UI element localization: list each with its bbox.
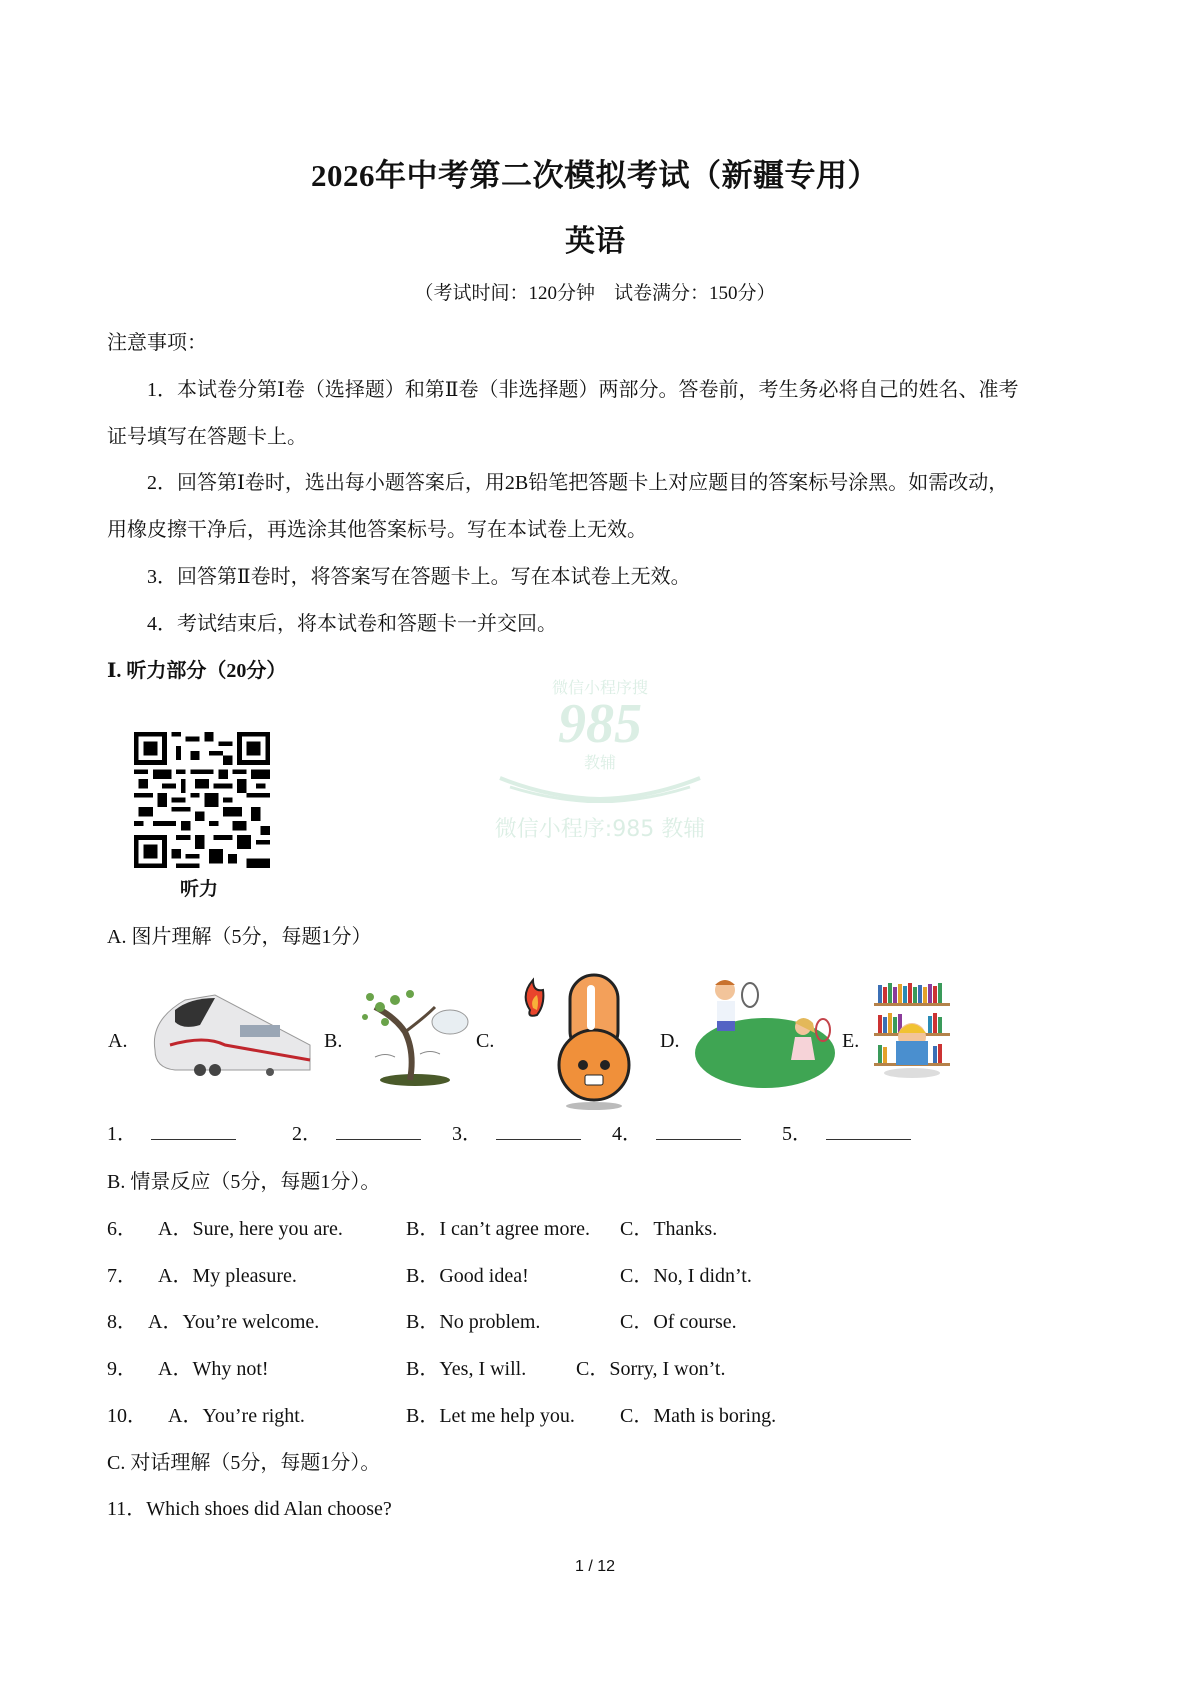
windy-tree-icon (355, 982, 475, 1087)
page-title: 2026年中考第二次模拟考试（新疆专用） (311, 158, 879, 193)
answer-blank-1[interactable] (107, 1117, 236, 1146)
notice-item-3: 3．回答第Ⅱ卷时，将答案写在答题卡上。写在本试卷上无效。 (147, 566, 691, 588)
blank-number: 2． (292, 1123, 322, 1145)
question-number: 7． (107, 1265, 137, 1287)
question-number: 10． (107, 1405, 147, 1427)
option-c[interactable]: C．Sorry, I won’t. (576, 1358, 726, 1380)
blank-line[interactable] (656, 1121, 741, 1140)
train-icon (145, 990, 315, 1080)
notice-item-2: 2．回答第Ⅰ卷时，选出每小题答案后，用2B铅笔把答题卡上对应题目的答案标号涂黑。如需改动， (147, 472, 1009, 494)
notice-item-4: 4．考试结束后，将本试卷和答题卡一并交回。 (147, 613, 557, 635)
part-a-heading: A. 图片理解（5分，每题1分） (107, 926, 372, 948)
notice-item-2-cont: 用橡皮擦干净后，再选涂其他答案标号。写在本试卷上无效。 (107, 519, 647, 541)
answer-blank-2[interactable] (292, 1117, 421, 1146)
option-a[interactable]: A．My pleasure. (158, 1265, 297, 1287)
option-b[interactable]: B．No problem. (406, 1311, 541, 1333)
question-11: 11．Which shoes did Alan choose? (107, 1498, 392, 1520)
option-c[interactable]: C．Thanks. (620, 1218, 718, 1240)
notice-item-1: 1．本试卷分第Ⅰ卷（选择题）和第Ⅱ卷（非选择题）两部分。答卷前，考生务必将自己的姓名、准考 (147, 379, 1019, 401)
blank-line[interactable] (826, 1121, 911, 1140)
blank-number: 4． (612, 1123, 642, 1145)
option-a[interactable]: A．You’re welcome. (148, 1311, 320, 1333)
answer-blank-4[interactable] (612, 1117, 741, 1146)
notice-heading: 注意事项： (107, 332, 207, 354)
question-number: 8． (107, 1311, 137, 1333)
blank-number: 3． (452, 1123, 482, 1145)
blank-line[interactable] (496, 1121, 581, 1140)
qr-label: 听力 (180, 878, 219, 900)
picture-label-c: C. (476, 1030, 495, 1052)
question-number: 9． (107, 1358, 137, 1380)
part-c-heading: C. 对话理解（5分，每题1分）。 (107, 1452, 381, 1474)
blank-number: 1． (107, 1123, 137, 1145)
watermark-number: 985 (558, 693, 642, 755)
option-c[interactable]: C．Math is boring. (620, 1405, 777, 1427)
option-a[interactable]: A．Sure, here you are. (158, 1218, 343, 1240)
answer-blank-5[interactable] (782, 1117, 911, 1146)
notice-item-1-cont: 证号填写在答题卡上。 (107, 426, 307, 448)
watermark (480, 675, 720, 843)
option-c[interactable]: C．Of course. (620, 1311, 737, 1333)
option-a[interactable]: A．Why not! (158, 1358, 269, 1380)
blank-number: 5． (782, 1123, 812, 1145)
qr-code-icon[interactable] (133, 732, 271, 868)
blank-line[interactable] (336, 1121, 421, 1140)
watermark-top: 微信小程序搜 (551, 678, 648, 697)
subject-title: 英语 (565, 225, 625, 258)
picture-label-a: A. (108, 1030, 128, 1052)
page-number: 1 / 12 (574, 1558, 616, 1575)
watermark-mid: 教辅 (583, 753, 616, 772)
watermark-bottom: 微信小程序:985 教辅 (494, 817, 706, 842)
option-b[interactable]: B．I can’t agree more. (406, 1218, 590, 1240)
section-heading-listening: Ⅰ. 听力部分（20分） (107, 660, 287, 682)
blank-line[interactable] (151, 1121, 236, 1140)
picture-label-b: B. (324, 1030, 343, 1052)
option-b[interactable]: B．Let me help you. (406, 1405, 575, 1427)
option-b[interactable]: B．Yes, I will. (406, 1358, 527, 1380)
answer-blank-3[interactable] (452, 1117, 581, 1146)
option-b[interactable]: B．Good idea! (406, 1265, 529, 1287)
open-book-icon (490, 773, 710, 803)
hot-thermometer-icon (515, 970, 645, 1110)
option-a[interactable]: A．You’re right. (168, 1405, 305, 1427)
picture-label-d: D. (660, 1030, 680, 1052)
part-b-heading: B. 情景反应（5分，每题1分）。 (107, 1171, 381, 1193)
exam-meta: （考试时间：120分钟 试卷满分：150分） (414, 283, 776, 304)
question-number: 6． (107, 1218, 137, 1240)
reading-bookshelf-icon (872, 975, 952, 1080)
picture-label-e: E. (842, 1030, 860, 1052)
tennis-players-icon (695, 975, 845, 1095)
option-c[interactable]: C．No, I didn’t. (620, 1265, 752, 1287)
